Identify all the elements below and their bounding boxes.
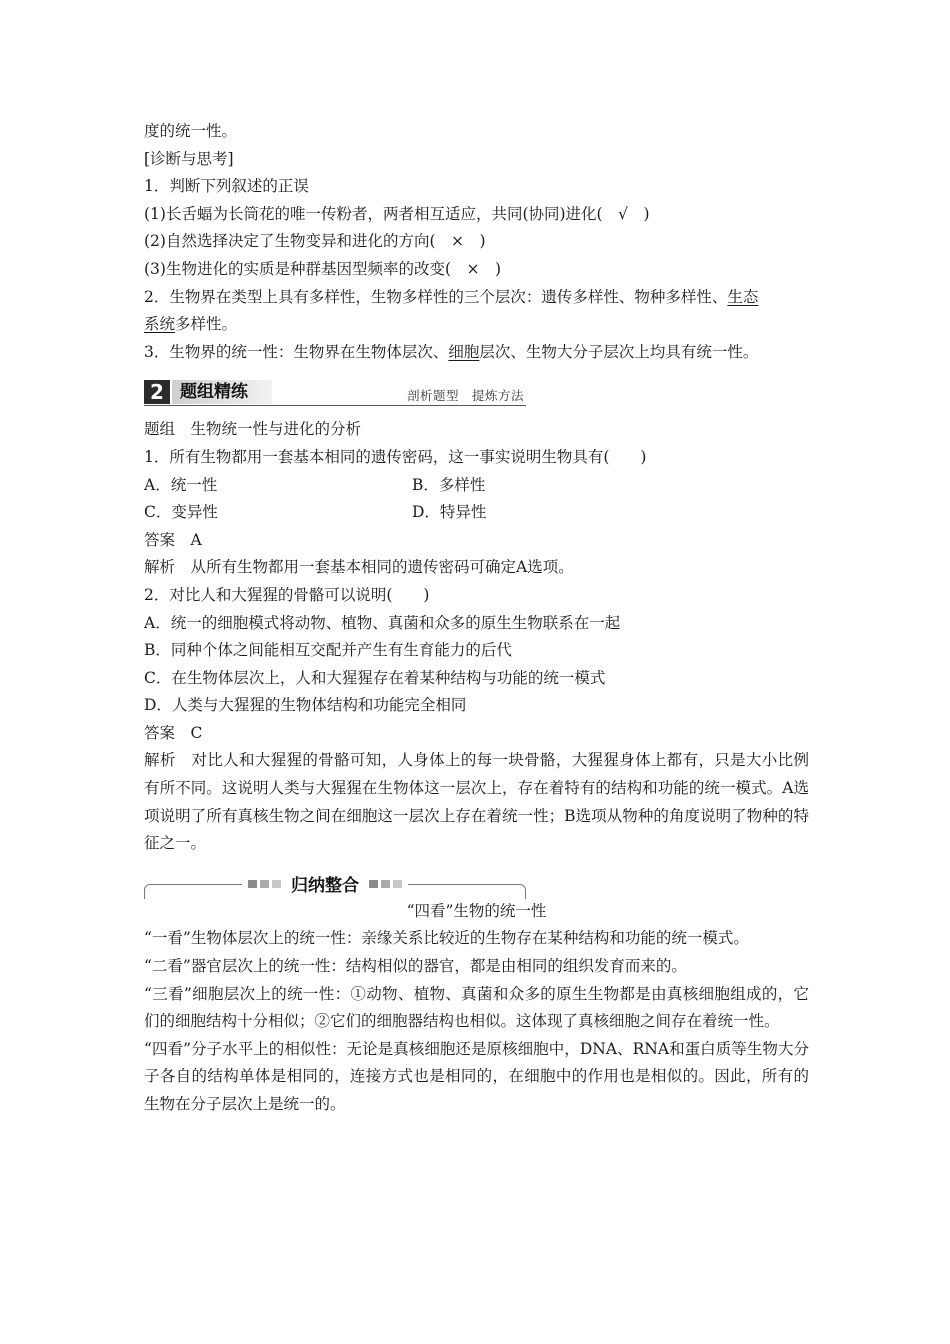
question-1-options-row-2 (144, 499, 809, 527)
option-d: D．特异性 (412, 503, 487, 522)
judge-item-3: (3)生物进化的实质是种群基因型频率的改变( × ) (144, 259, 502, 278)
diagnosis-heading: [诊断与思考] (144, 149, 234, 168)
section-banner (144, 378, 526, 408)
summary-dots-right (369, 880, 402, 888)
diversity-underlined-1: 生态 (727, 287, 759, 306)
question-1: 1．所有生物都用一套基本相同的遗传密码，这一事实说明生物具有( ) (144, 447, 647, 466)
question-2-option-b: B．同种个体之间能相互交配并产生有生育能力的后代 (144, 641, 512, 660)
summary-point-2: “二看”器官层次上的统一性：结构相似的器官，都是由相同的组织发育而来的。 (144, 957, 687, 976)
judge-question-title: 1．判断下列叙述的正误 (144, 177, 309, 196)
question-1-options-row-1 (144, 472, 809, 500)
exercise-group-title: 题组 生物统一性与进化的分析 (144, 420, 362, 439)
summary-heading: 归纳整合 (291, 876, 359, 897)
banner-rule (144, 405, 526, 406)
section-title: 题组精练 (180, 382, 248, 403)
section-subtitle: 剖析题型 提炼方法 (406, 388, 524, 404)
summary-label (242, 872, 408, 896)
question-2-answer: 答案 C (144, 723, 203, 742)
question-2-analysis: 解析 对比人和大猩猩的骨骼可知，人身体上的每一块骨骼，大猩猩身体上都有，只是大小比例有所不同。这说明人类与大猩猩在生物体这一层次上，存在着特有的结构和功能的统一模式。A选项说明了所有真核生物之间在细胞这一层次上存在着统一性；B选项从物种的角度说明了物种的特征之一。 (144, 751, 809, 853)
summary-title: “四看”生物的统一性 (406, 901, 547, 920)
unity-text-end: 层次、生物大分子层次上均具有统一性。 (479, 342, 759, 361)
option-b: B．多样性 (412, 475, 486, 494)
unity-text: 3．生物界的统一性：生物界在生物体层次、 (144, 342, 449, 361)
intro-tail: 度的统一性。 (144, 122, 238, 140)
option-a: A．统一性 (144, 475, 218, 494)
summary-point-4: “四看”分子水平上的相似性：无论是真核细胞还是原核细胞中，DNA、RNA和蛋白质等生物大分子各自的结构单体是相同的，连接方式也是相同的，在细胞中的作用也是相似的。因此，所有的生物在分子层次上是统一的。 (144, 1039, 809, 1113)
unity-underlined: 细胞 (448, 342, 480, 361)
judge-item-2: (2)自然选择决定了生物变异和进化的方向( × ) (144, 232, 486, 251)
diversity-underlined-2: 系统 (144, 315, 176, 334)
summary-point-3: “三看”细胞层次上的统一性：①动物、植物、真菌和众多的原生生物都是由真核细胞组成的，它们的细胞结构十分相似；②它们的细胞器结构也相似。这体现了真核细胞之间存在着统一性。 (144, 984, 809, 1031)
question-2: 2．对比人和大猩猩的骨骼可以说明( ) (144, 585, 430, 604)
summary-point-1: “一看”生物体层次上的统一性：亲缘关系比较近的生物存在某种结构和功能的统一模式。 (144, 929, 749, 948)
diversity-line (144, 284, 809, 312)
question-2-option-d: D．人类与大猩猩的生物体结构和功能完全相同 (144, 696, 467, 715)
diversity-text-end: 多样性。 (175, 315, 238, 334)
question-2-option-a: A．统一的细胞模式将动物、植物、真菌和众多的原生生物联系在一起 (144, 613, 621, 632)
summary-header (144, 872, 526, 898)
section-number: 2 (144, 380, 170, 404)
option-c: C．变异性 (144, 503, 218, 522)
document-page (144, 118, 809, 1119)
diversity-text: 2．生物界在类型上具有多样性，生物多样性的三个层次：遗传多样性、物种多样性、 (144, 287, 728, 306)
question-1-answer: 答案 A (144, 530, 202, 549)
question-1-analysis: 解析 从所有生物都用一套基本相同的遗传密码可确定A选项。 (144, 558, 574, 577)
summary-dots-left (248, 880, 281, 888)
diversity-line-2 (144, 311, 809, 339)
judge-item-1: (1)长舌蝠为长筒花的唯一传粉者，两者相互适应，共同(协同)进化( √ ) (144, 204, 650, 223)
question-2-option-c: C．在生物体层次上，人和大猩猩存在着某种结构与功能的统一模式 (144, 668, 606, 687)
unity-line (144, 339, 809, 367)
